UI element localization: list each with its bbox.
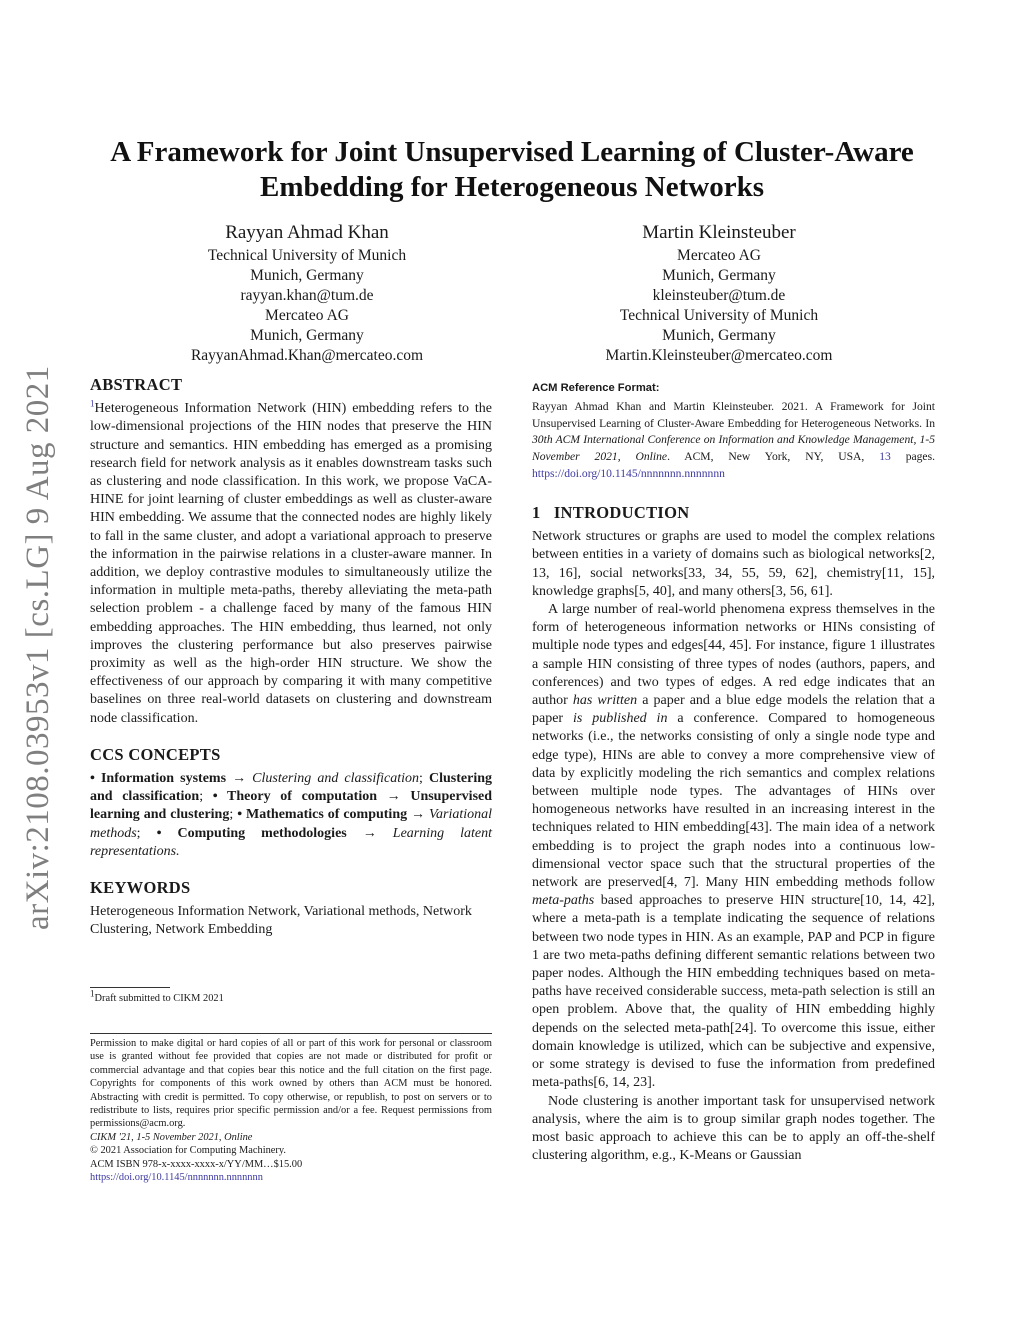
ccs-concept: Variational methods: [90, 807, 493, 841]
ccs-separator: ;: [229, 807, 238, 823]
author-email: Martin.Kleinsteuber@mercateo.com: [605, 347, 833, 364]
author-email: kleinsteuber@tum.de: [652, 287, 786, 304]
intro-text: a paper and a blue edge models the relation that a paper: [532, 693, 936, 727]
author-affiliation: Technical University of Munich: [619, 307, 819, 324]
ccs-separator: ;: [136, 825, 157, 841]
keywords-text: Heterogeneous Information Network, Variational methods, Network Clustering, Network Embedding: [90, 904, 472, 938]
author-location: Munich, Germany: [662, 267, 776, 284]
footnote-mark[interactable]: 1: [90, 398, 95, 409]
copyright-line: © 2021 Association for Computing Machinery.: [90, 1145, 286, 1157]
ccs-heading: CCS CONCEPTS: [90, 744, 221, 764]
paper-title: [60, 135, 964, 205]
author-email: rayyan.khan@tum.de: [240, 287, 374, 304]
ccs-text: [90, 770, 492, 861]
author-affiliation: Technical University of Munich: [207, 247, 407, 264]
intro-paragraph-2: [532, 601, 935, 1092]
abstract-body: Heterogeneous Information Network (HIN) embedding refers to the low-dimensional projections of the HIN nodes that preserve the HIN structure and semantics. HIN embedding has emerged as a promising research field for network analysis as it enables downstream tasks such as clustering and node classification. In this work, we propose VaCA-HINE for joint learning of cluster embeddings as well as cluster-aware HIN embedding. We assume that the connected nodes are highly likely to fall in the same cluster, and adopt a variational approach to preserve the information in the pairwise relations in a cluster-aware manner. In addition, we deploy contrastive modules to simultaneously utilize the information in multiple meta-paths, thereby alleviating the meta-path selection problem - a challenge faced by many of the famous HIN embedding approaches. The HIN embedding, thus learned, not only improves the clustering performance but also preserves pairwise proximity as well as the high-order HIN structure. We show the effectiveness of our approach by comparing it with many competitive baselines on three real-world datasets on clustering and downstream node classification.: [90, 401, 492, 726]
author-name: Martin Kleinsteuber: [642, 222, 796, 243]
left-column: [90, 376, 492, 940]
permission-text: Permission to make digital or hard copies of all or part of this work for personal or classroom use is granted without fee provided that copies are not made or distributed for profit or commercial advantage and that copies bear this notice and the full citation on the first page. Copyrights for components of this work owned by others than ACM must be honored. Abstracting with credit is permitted. To copy otherwise, or republish, to post on servers or to redistribute to lists, requires prior specific permission and/or a fee. Request permissions from permissions@acm.org.: [90, 1038, 492, 1130]
author-location: Munich, Germany: [250, 267, 364, 284]
abstract-heading: ABSTRACT: [90, 375, 183, 394]
reference-doi-link[interactable]: https://doi.org/10.1145/nnnnnnn.nnnnnnn: [532, 466, 725, 480]
intro-paragraph-1: Network structures or graphs are used to model the complex relations between entities in a variety of domains such as biological networks[2, 13, 16], social networks[33, 34, 55, 59, 62], chemistry[11, 15], knowledge graphs[5, 40], and many others[3, 56, 61].: [532, 529, 935, 599]
footnote-number: 1: [90, 988, 95, 999]
intro-heading: 1 INTRODUCTION: [532, 503, 690, 522]
author-email: RayyanAhmad.Khan@mercateo.com: [190, 347, 424, 364]
intro-emphasis: has written: [572, 693, 638, 709]
ccs-concept: Clustering and classification: [252, 771, 420, 787]
ccs-arrow: →: [377, 789, 411, 805]
ccs-concept: Learning latent representations.: [90, 825, 493, 859]
author-name: Rayyan Ahmad Khan: [225, 222, 389, 243]
footnote: [90, 988, 492, 1005]
permission-rule: [90, 1033, 492, 1034]
reference-pages-suffix: pages.: [890, 450, 935, 464]
title-line-1: A Framework for Joint Unsupervised Learning of Cluster-Aware: [110, 136, 914, 168]
author-block-2: [554, 220, 884, 366]
title-line-2: Embedding for Heterogeneous Networks: [260, 171, 764, 203]
intro-text: A large number of real-world phenomena express themselves in the form of heterogeneous information networks or HINs consisting of multiple node types and edges[44, 45]. For instance, figure 1 illustrates a sample HIN consisting of three types of nodes (authors, papers, and conferences) and two types of edges. A red edge indicates that an author: [532, 602, 935, 709]
intro-text: a conference. Compared to homogeneous networks (i.e., the networks consisting of only a single node type and edge type), HINs are able to convey a more comprehensive view of data by explicitly modeling the rich semantics and complex relations between multiple node types. The advantages of HINs over homogeneous networks have resulted in an increasing interest in the techniques related to HIN embedding[43]. The main idea of a network embedding is to project the graph nodes into a continuous low-dimensional vector space such that the structural properties of the network are preserved[4, 7]. Many HIN embedding methods follow: [532, 711, 935, 891]
intro-emphasis: is published in: [572, 711, 668, 727]
reference-publisher: . ACM, New York, NY, USA,: [667, 450, 880, 464]
ccs-concept: Clustering and classification: [90, 771, 492, 805]
reference-venue: 30th ACM International Conference on Information and Knowledge Management, 1-5 November 2021, Online: [532, 433, 935, 464]
ccs-concept: • Information systems: [90, 771, 227, 787]
ccs-arrow: →: [226, 771, 253, 787]
acm-reference-text: [532, 399, 935, 483]
footnote-text: Draft submitted to CIKM 2021: [94, 993, 224, 1004]
arxiv-identifier: arXiv:2108.03953v1 [cs.LG] 9 Aug 2021: [20, 365, 56, 930]
reference-pages[interactable]: 13: [879, 450, 891, 464]
ccs-concept: • Theory of computation: [212, 789, 378, 805]
isbn-line: ACM ISBN 978-x-xxxx-xxxx-x/YY/MM…$15.00: [90, 1158, 303, 1170]
keywords-heading: KEYWORDS: [90, 878, 191, 898]
author-affiliation: Mercateo AG: [265, 307, 349, 324]
ccs-separator: ;: [419, 771, 429, 787]
ccs-separator: ;: [199, 789, 213, 805]
conference-name: CIKM '21, 1-5 November 2021, Online: [90, 1131, 253, 1143]
acm-reference: [532, 380, 935, 483]
author-block-1: [142, 220, 472, 366]
intro-text: based approaches to preserve HIN structure[10, 14, 42], where a meta-path is a template indicating the sequence of relations between two node types in HIN. As an example, PAP and PCP in figure 1 are two meta-paths defining different semantic relations between two paper nodes. Although the HIN embedding techniques based on meta-paths have received considerable success, meta-path selection is still an open problem. Above that, the quality of HIN embedding highly depends on the selected meta-path[24]. To overcome this issue, either domain knowledge is utilized, which can be subjective and expensive, or some strategy is devised to fuse the information from predefined meta-paths[6, 14, 23].: [532, 893, 935, 1091]
ccs-concept: • Mathematics of computing: [237, 807, 408, 823]
doi-link[interactable]: https://doi.org/10.1145/nnnnnnn.nnnnnnn: [90, 1172, 263, 1184]
acm-reference-heading: ACM Reference Format:: [532, 382, 660, 394]
introduction-section: [532, 504, 935, 1165]
author-location: Munich, Germany: [662, 327, 776, 344]
footnote-rule: [90, 987, 170, 988]
intro-emphasis: meta-paths: [532, 893, 595, 909]
ccs-arrow: →: [346, 825, 393, 841]
conference-line: [90, 1131, 492, 1144]
ccs-arrow: →: [407, 807, 429, 823]
author-location: Munich, Germany: [250, 327, 364, 344]
author-affiliation: Mercateo AG: [677, 247, 761, 264]
abstract-text: [90, 400, 492, 728]
intro-paragraph-3: Node clustering is another important task for unsupervised network analysis, where the aim is to group similar graph nodes together. The most basic approach to achieve this can be to apply an off-the-shelf clustering algorithm, e.g., K-Means or Gaussian: [532, 1093, 935, 1164]
ccs-concept: • Computing methodologies: [156, 825, 347, 841]
reference-authors: Rayyan Ahmad Khan and Martin Kleinsteuber. 2021. A Framework for Joint Unsupervised Learning of Cluster-Aware Embedding for Heterogeneous Networks. In: [532, 399, 935, 430]
ccs-concept: Unsupervised learning and clustering: [90, 789, 493, 823]
permission-block: [90, 1037, 492, 1184]
